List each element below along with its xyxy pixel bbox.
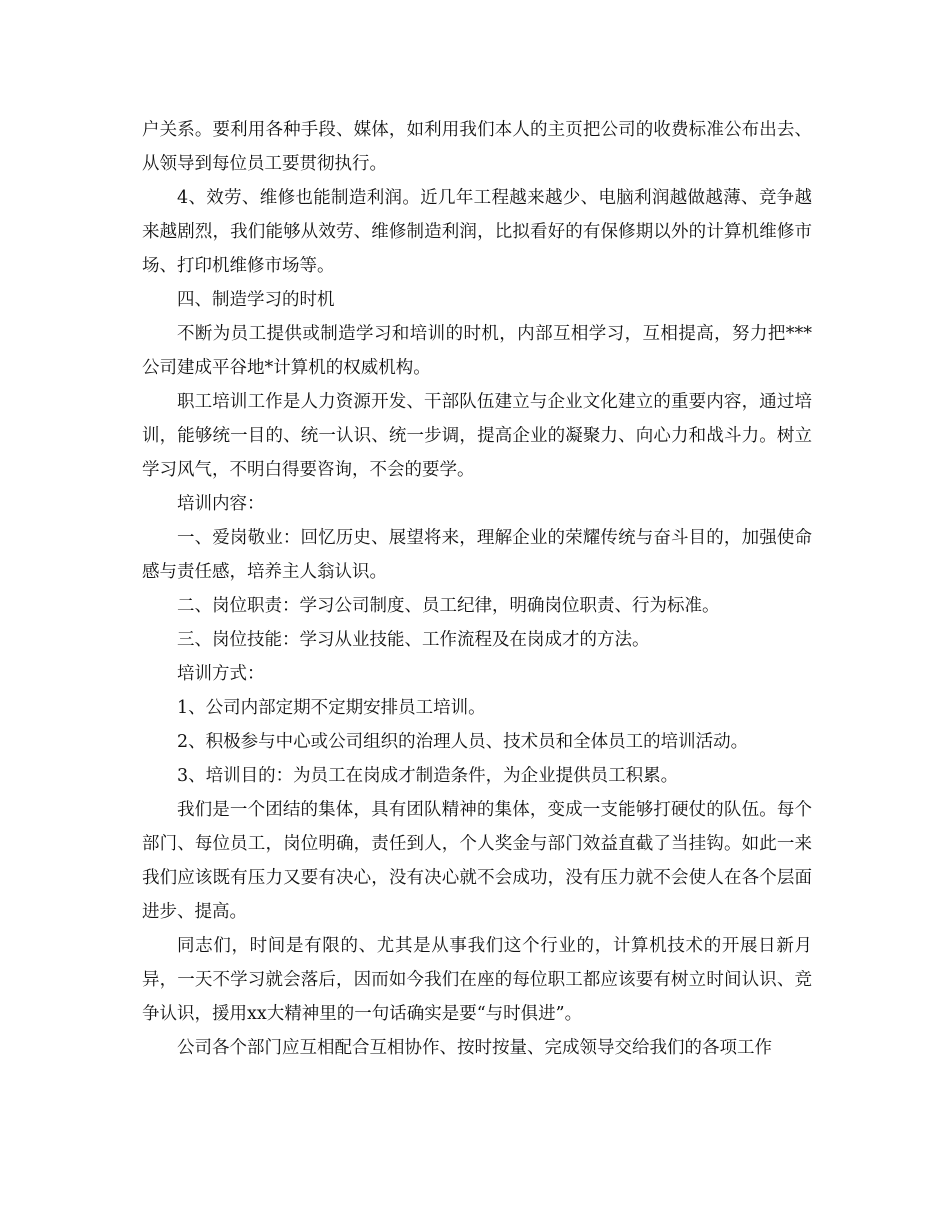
paragraph-customer-relations-continuation: 户关系。要利用各种手段、媒体，如利用我们本人的主页把公司的收费标准公布出去、从领导到每位员工要贯彻执行。 bbox=[142, 120, 812, 174]
label-training-content: 培训内容： bbox=[177, 494, 265, 514]
paragraph-time-limited: 同志们，时间是有限的、尤其是从事我们这个行业的，计算机技术的开展日新月异，一天不学习就会落后，因而如今我们在座的每位职工都应该要有树立时间认识、竞争认识，援用xx大精神里的一句话确实是要“与时俱进”。 bbox=[142, 936, 812, 1024]
label-training-methods: 培训方式： bbox=[177, 664, 265, 684]
list-item-dedication: 一、爱岗敬业：回忆历史、展望将来，理解企业的荣耀传统与奋斗目的，加强使命感与责任感，培养主人翁认识。 bbox=[142, 528, 812, 582]
paragraph-staff-training-importance: 职工培训工作是人力资源开发、干部队伍建立与企业文化建立的重要内容，通过培训，能够统一目的、统一认识、统一步调，提高企业的凝聚力、向心力和战斗力。树立学习风气，不明白得要咨询，不会的要学。 bbox=[142, 392, 812, 480]
paragraph-departments-cooperate: 公司各个部门应互相配合互相协作、按时按量、完成领导交给我们的各项工作 bbox=[177, 1038, 772, 1058]
list-item-job-skills: 三、岗位技能：学习从业技能、工作流程及在岗成才的方法。 bbox=[177, 630, 650, 650]
paragraph-provide-learning: 不断为员工提供或制造学习和培训的时机，内部互相学习，互相提高，努力把***公司建成平谷地*计算机的权威机构。 bbox=[142, 324, 812, 378]
list-item-internal-training: 1、公司内部定期不定期安排员工培训。 bbox=[177, 698, 486, 718]
list-item-job-duties: 二、岗位职责：学习公司制度、员工纪律，明确岗位职责、行为标准。 bbox=[177, 596, 720, 616]
paragraph-service-repair-profit: 4、效劳、维修也能制造利润。近几年工程越来越少、电脑利润越做越薄、竞争越来越剧烈，我们能够从效劳、维修制造利润，比拟看好的有保修期以外的计算机维修市场、打印机维修市场等。 bbox=[142, 188, 812, 276]
paragraph-team-spirit: 我们是一个团结的集体，具有团队精神的集体，变成一支能够打硬仗的队伍。每个部门、每位员工，岗位明确，责任到人，个人奖金与部门效益直截了当挂钩。如此一来我们应该既有压力又要有决心，没有决心就不会成功，没有压力就不会使人在各个层面进步、提高。 bbox=[142, 800, 812, 922]
list-item-training-goal: 3、培训目的：为员工在岗成才制造条件，为企业提供员工积累。 bbox=[177, 766, 679, 786]
document-body bbox=[142, 113, 812, 1065]
list-item-participate-activities: 2、积极参与中心或公司组织的治理人员、技术员和全体员工的培训活动。 bbox=[177, 732, 749, 752]
section-heading-learning-opportunity: 四、制造学习的时机 bbox=[177, 290, 335, 310]
